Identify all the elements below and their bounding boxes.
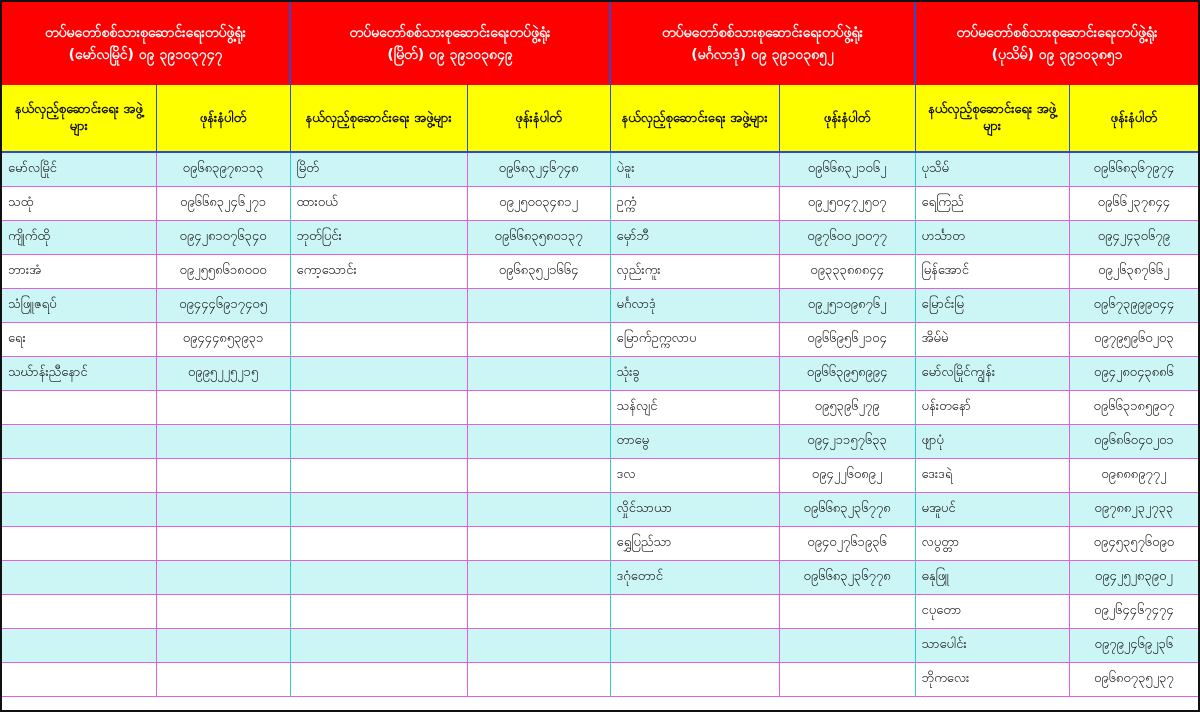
phone-column-header: ဖုန်းနံပါတ် xyxy=(156,85,290,152)
team-name-cell: သထုံ xyxy=(2,187,156,221)
office-header-3 xyxy=(610,2,915,85)
team-name-cell xyxy=(290,663,467,697)
team-name-cell: ဟင်္သာတ xyxy=(915,221,1069,255)
phone-number-cell: ၀၉၃၃၃၈၈၈၄၄ xyxy=(779,255,915,289)
table-row xyxy=(2,459,1198,493)
team-name-cell xyxy=(290,527,467,561)
phone-number-cell xyxy=(156,425,290,459)
phone-number-cell xyxy=(156,561,290,595)
table-row xyxy=(2,527,1198,561)
team-name-cell: ငပုတော xyxy=(915,595,1069,629)
table-row xyxy=(2,391,1198,425)
team-name-cell: မြောင်းမြ xyxy=(915,289,1069,323)
phone-number-cell: ၀၉၄၄၄၈၅၃၉၃၁ xyxy=(156,323,290,357)
table-row xyxy=(2,289,1198,323)
team-name-cell: လှည်းကူး xyxy=(610,255,779,289)
team-name-cell: တာမွေ xyxy=(610,425,779,459)
team-name-cell: မအူပင် xyxy=(915,493,1069,527)
phone-number-cell: ၀၉၆၈၆၀၄၀၂၀၁ xyxy=(1069,425,1198,459)
phone-number-cell: ၀၉၆၆၈၃၂၃၆၇၇၈ xyxy=(779,561,915,595)
phone-number-cell: ၀၉၇၈၈၂၃၂၇၃၃ xyxy=(1069,493,1198,527)
team-name-cell xyxy=(290,561,467,595)
team-name-cell: သာပေါင်း xyxy=(915,629,1069,663)
team-name-cell: မှော်ဘီ xyxy=(610,221,779,255)
phone-number-cell xyxy=(467,459,610,493)
team-name-cell xyxy=(290,323,467,357)
team-name-cell xyxy=(290,357,467,391)
team-name-cell: ဒလ xyxy=(610,459,779,493)
team-name-cell: ဖျာပုံ xyxy=(915,425,1069,459)
phone-number-cell xyxy=(467,493,610,527)
phone-number-cell: ၀၉၆၈၃၉၇၈၁၁၃ xyxy=(156,152,290,187)
phone-number-cell: ၀၉၄၂၅၂၈၃၉၀၂ xyxy=(1069,561,1198,595)
phone-number-cell xyxy=(467,391,610,425)
phone-number-cell xyxy=(467,629,610,663)
table-row xyxy=(2,323,1198,357)
phone-number-cell: ၀၉၆၆၃၁၈၅၉၀၇ xyxy=(1069,391,1198,425)
table-row xyxy=(2,187,1198,221)
team-name-cell: ကျိုက်ထို xyxy=(2,221,156,255)
phone-column-header: ဖုန်းနံပါတ် xyxy=(779,85,915,152)
phone-number-cell: ၀၉၆၆၈၃၂၄၆၂၇၁ xyxy=(156,187,290,221)
office-header-2 xyxy=(290,2,610,85)
team-name-cell: အိမ်မဲ xyxy=(915,323,1069,357)
team-name-cell: ဘုတ်ပြင်း xyxy=(290,221,467,255)
phone-number-cell xyxy=(467,595,610,629)
phone-number-cell: ၀၉၇၆၀၀၂၀၀၇၇ xyxy=(779,221,915,255)
phone-number-cell: ၀၉၆၈၃၅၂၁၆၆၄ xyxy=(467,255,610,289)
phone-number-cell: ၀၉၆၆၈၃၂၃၆၇၇၈ xyxy=(779,493,915,527)
team-name-cell: သဃ်ာန်းညီနောင် xyxy=(2,357,156,391)
team-name-cell: ဘားအံ xyxy=(2,255,156,289)
office-subtitle: (မော်လမြိုင်) ၀၉ ၃၉၁၀၃၇၄၇ xyxy=(68,46,223,63)
team-name-cell xyxy=(290,629,467,663)
phone-number-cell: ၀၉၄၂၄၃၀၆၇၉ xyxy=(1069,221,1198,255)
team-name-cell xyxy=(2,629,156,663)
table-row xyxy=(2,561,1198,595)
team-name-cell: ရေကြည် xyxy=(915,187,1069,221)
office-subtitle: (မင်္ဂလာဒုံ) ၀၉ ၃၉၁၀၃၈၅၂ xyxy=(691,46,834,63)
phone-number-cell: ၀၉၂၅၁၀၉၈၇၆၂ xyxy=(779,289,915,323)
phone-number-cell: ၀၉၆၆၈၃၆၇၉၇၄ xyxy=(1069,152,1198,187)
table-row xyxy=(2,629,1198,663)
team-name-cell xyxy=(290,425,467,459)
phone-number-cell: ၀၉၂၅၀၀၃၄၈၁၂ xyxy=(467,187,610,221)
phone-number-cell: ၀၉၂၆၃၈၇၆၆၂ xyxy=(1069,255,1198,289)
team-name-cell: သန်လျင် xyxy=(610,391,779,425)
phone-number-cell xyxy=(156,663,290,697)
team-name-cell xyxy=(2,493,156,527)
phone-number-cell xyxy=(467,289,610,323)
phone-number-cell: ၀၉၆၆၂၃၇၈၄၄ xyxy=(1069,187,1198,221)
team-name-cell xyxy=(2,663,156,697)
phone-number-cell: ၀၉၆၈၀၇၃၅၂၃၇ xyxy=(1069,663,1198,697)
office-subtitle: (ပုသိမ်) ၀၉ ၃၉၁၀၃၈၅၁ xyxy=(991,46,1123,63)
phone-number-cell xyxy=(467,527,610,561)
team-name-cell xyxy=(290,391,467,425)
phone-number-cell xyxy=(779,629,915,663)
team-name-cell xyxy=(2,459,156,493)
phone-number-cell xyxy=(467,561,610,595)
team-name-cell: ထားဝယ် xyxy=(290,187,467,221)
team-name-cell xyxy=(610,629,779,663)
phone-number-cell: ၀၉၄၂၈၀၄၃၈၈၆ xyxy=(1069,357,1198,391)
table-row xyxy=(2,663,1198,697)
phone-number-cell: ၀၉၄၂၁၁၅၇၆၃၃ xyxy=(779,425,915,459)
phone-number-cell: ၀၉၆၇၃၉၉၉၀၄၄ xyxy=(1069,289,1198,323)
team-name-cell: လှိုင်သာယာ xyxy=(610,493,779,527)
phone-column-header: ဖုန်းနံပါတ် xyxy=(467,85,610,152)
recruitment-contact-table xyxy=(2,2,1198,697)
phone-number-cell: ၀၉၈၈၈၉၇၇၂ xyxy=(1069,459,1198,493)
table-row xyxy=(2,255,1198,289)
team-name-cell xyxy=(610,595,779,629)
table-body xyxy=(2,152,1198,697)
name-column-header: နယ်လှည့်စုဆောင်းရေး အဖွဲ့များ xyxy=(2,85,156,152)
phone-number-cell: ၀၉၂၅၅၈၆၁၈၀၀၀ xyxy=(156,255,290,289)
phone-number-cell xyxy=(467,663,610,697)
office-header-row xyxy=(2,2,1198,85)
team-name-cell xyxy=(2,595,156,629)
team-name-cell xyxy=(610,663,779,697)
team-name-cell: ရွှေပြည်သာ xyxy=(610,527,779,561)
phone-number-cell: ၀၉၆၆၉၅၆၂၁၀၄ xyxy=(779,323,915,357)
name-column-header: နယ်လှည့်စုဆောင်းရေး အဖွဲ့များ xyxy=(610,85,779,152)
table-row xyxy=(2,425,1198,459)
office-header-4 xyxy=(915,2,1198,85)
phone-number-cell: ၀၉၄၂၂၆၀၈၉၂ xyxy=(779,459,915,493)
table-row xyxy=(2,493,1198,527)
team-name-cell xyxy=(290,289,467,323)
team-name-cell: မော်လမြိုင်ကျွန်း xyxy=(915,357,1069,391)
team-name-cell xyxy=(290,595,467,629)
team-name-cell: လပွတ္တာ xyxy=(915,527,1069,561)
column-header-row xyxy=(2,85,1198,152)
phone-number-cell: ၀၉၆၆၈၃၂၁၀၆၂ xyxy=(779,152,915,187)
team-name-cell xyxy=(2,561,156,595)
table-row xyxy=(2,152,1198,187)
phone-number-cell xyxy=(467,323,610,357)
team-name-cell: ပန်းတနော် xyxy=(915,391,1069,425)
office-subtitle: (မြိတ်) ၀၉ ၃၉၁၀၃၈၄၉ xyxy=(387,46,513,63)
phone-number-cell: ၀၉၉၅၂၂၅၂၁၅ xyxy=(156,357,290,391)
team-name-cell xyxy=(2,527,156,561)
office-title: တပ်မတော်စစ်သားစုဆောင်းရေးတပ်ဖွဲ့ရုံး xyxy=(661,24,864,41)
team-name-cell: ပုသိမ် xyxy=(915,152,1069,187)
office-title: တပ်မတော်စစ်သားစုဆောင်းရေးတပ်ဖွဲ့ရုံး xyxy=(956,24,1158,41)
phone-number-cell xyxy=(467,357,610,391)
phone-number-cell: ၀၉၅၃၉၆၂၇၉ xyxy=(779,391,915,425)
phone-number-cell: ၀၉၇၉၅၉၆၀၂၀၃ xyxy=(1069,323,1198,357)
phone-number-cell: ၀၉၇၉၂၄၆၉၂၃၆ xyxy=(1069,629,1198,663)
phone-number-cell: ၀၉၄၂၈၁၀၇၆၃၄၀ xyxy=(156,221,290,255)
team-name-cell xyxy=(290,459,467,493)
phone-number-cell: ၀၉၂၆၄၄၆၇၄၇၄ xyxy=(1069,595,1198,629)
team-name-cell: မော်လမြိုင် xyxy=(2,152,156,187)
team-name-cell: ဒဂုံတောင် xyxy=(610,561,779,595)
office-title: တပ်မတော်စစ်သားစုဆောင်းရေးတပ်ဖွဲ့ရုံး xyxy=(44,24,247,41)
phone-number-cell: ၀၉၄၅၃၅၇၆၀၉၀ xyxy=(1069,527,1198,561)
phone-number-cell xyxy=(156,595,290,629)
team-name-cell: မင်္ဂလာဒုံ xyxy=(610,289,779,323)
phone-number-cell xyxy=(467,425,610,459)
phone-number-cell: ၀၉၆၆၃၉၅၈၉၉၄ xyxy=(779,357,915,391)
phone-number-cell: ၀၉၂၅၀၄၇၂၅၀၇ xyxy=(779,187,915,221)
phone-number-cell xyxy=(156,527,290,561)
team-name-cell: သုံးခွ xyxy=(610,357,779,391)
team-name-cell: မြန်အောင် xyxy=(915,255,1069,289)
phone-number-cell xyxy=(156,459,290,493)
team-name-cell: သံဖြူဇရပ် xyxy=(2,289,156,323)
team-name-cell: မြောက်ဥက္ကလာပ xyxy=(610,323,779,357)
team-name-cell: မြိတ် xyxy=(290,152,467,187)
phone-number-cell xyxy=(779,595,915,629)
phone-number-cell: ၀၉၄၀၂၇၆၁၉၃၆ xyxy=(779,527,915,561)
phone-number-cell xyxy=(156,493,290,527)
phone-number-cell: ၀၉၆၆၈၃၅၈၀၁၃၇ xyxy=(467,221,610,255)
phone-number-cell: ၀၉၆၈၃၂၄၆၇၄၈ xyxy=(467,152,610,187)
phone-number-cell xyxy=(779,663,915,697)
team-name-cell: ပဲခူး xyxy=(610,152,779,187)
team-name-cell: ဓနုဖြူ xyxy=(915,561,1069,595)
team-name-cell xyxy=(290,493,467,527)
team-name-cell: ဘိုကလေး xyxy=(915,663,1069,697)
table-row xyxy=(2,357,1198,391)
office-header-1 xyxy=(2,2,290,85)
table-row xyxy=(2,595,1198,629)
team-name-cell: ရေး xyxy=(2,323,156,357)
name-column-header: နယ်လှည့်စုဆောင်းရေး အဖွဲ့များ xyxy=(915,85,1069,152)
team-name-cell xyxy=(2,425,156,459)
phone-number-cell xyxy=(156,391,290,425)
table-row xyxy=(2,221,1198,255)
office-title: တပ်မတော်စစ်သားစုဆောင်းရေးတပ်ဖွဲ့ရုံး xyxy=(349,24,551,41)
team-name-cell: ကော့သောင်း xyxy=(290,255,467,289)
team-name-cell: ဥက္ကံ xyxy=(610,187,779,221)
name-column-header: နယ်လှည့်စုဆောင်းရေး အဖွဲ့များ xyxy=(290,85,467,152)
team-name-cell xyxy=(2,391,156,425)
phone-column-header: ဖုန်းနံပါတ် xyxy=(1069,85,1198,152)
phone-number-cell xyxy=(156,629,290,663)
phone-number-cell: ၀၉၄၄၄၆၉၁၇၄၀၅ xyxy=(156,289,290,323)
team-name-cell: ဒေးဒရဲ xyxy=(915,459,1069,493)
